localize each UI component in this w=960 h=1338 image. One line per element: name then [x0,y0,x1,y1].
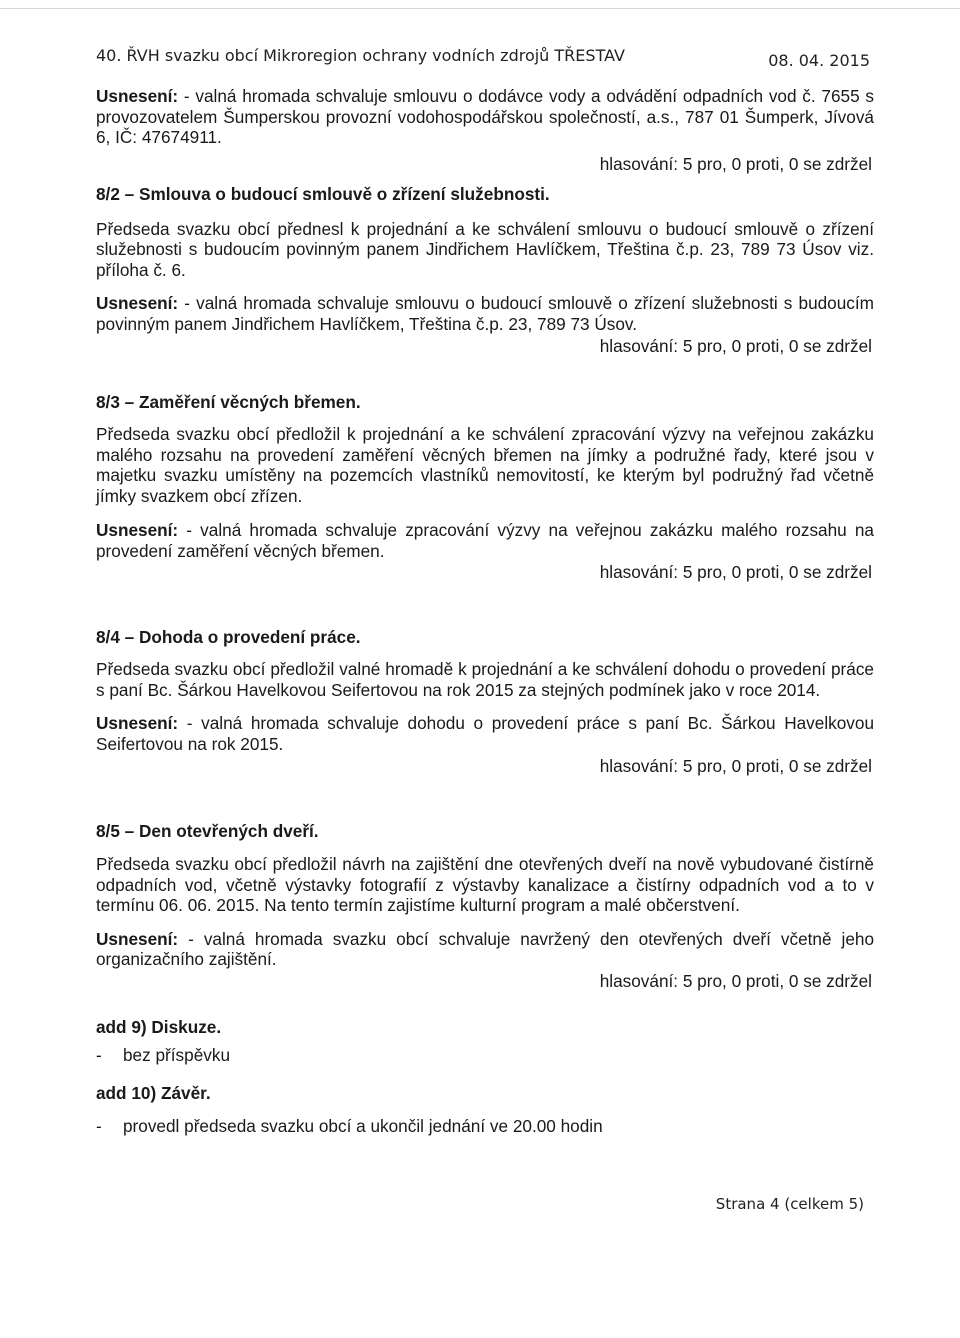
page-header [96,46,876,70]
resolution-label: Usnesení: [96,293,179,313]
list-dash: - [96,1044,102,1065]
section-paragraph: Předseda svazku obcí předložil k projednání a ke schválení zpracování výzvy na veřejnou zakázku malého rozsahu na provedení zaměření věcných břemen na jímky a podružné řady, které jsou v majetku svazku umístěny na pozemcích vlastníků nemovitostí, ke kterým byl podružný řad včetně jímky svazkem obcí zřízen. [96,424,874,506]
resolution-text: - valná hromada schvaluje dohodu o provedení práce s paní Bc. Šárkou Havelkovou Seifertovou na rok 2015. [96,713,874,754]
section-paragraph: Předseda svazku obcí předložil valné hromadě k projednání a ke schválení dohodu o provedení práce s paní Bc. Šárkou Havelkovou Seifertovou na rok 2015 za stejných podmínek jako v roce 2014. [96,659,874,700]
section-paragraph: Předseda svazku obcí přednesl k projednání a ke schválení smlouvu o budoucí smlouvě o zřízení služebnosti s budoucím povinným panem Jindřichem Havlíčkem, Třeština č.p. 23, 789 73 Úsov viz. příloha č. 6. [96,218,874,280]
page-number: Strana 4 (celkem 5) [715,1195,864,1213]
vote-result: hlasování: 5 pro, 0 proti, 0 se zdržel [599,756,872,776]
header-date: 08. 04. 2015 [768,51,870,70]
agenda-heading-add-10: add 10) Závěr. [96,1083,211,1103]
section-heading-8-2: 8/2 – Smlouva o budoucí smlouvě o zřízení služebnosti. [96,184,550,204]
document-body [96,86,874,1136]
resolution-paragraph [96,520,874,561]
resolution-text: - valná hromada schvaluje smlouvu o budoucí smlouvě o zřízení služebnosti s budoucím povinným panem Jindřichem Havlíčkem, Třeština č.p. 23, 789 73 Úsov. [96,293,874,334]
resolution-label: Usnesení: [96,520,179,540]
vote-result: hlasování: 5 pro, 0 proti, 0 se zdržel [599,562,872,582]
resolution-text: - valná hromada schvaluje smlouvu o dodávce vody a odvádění odpadních vod č. 7655 s provozovatelem Šumperskou provozní vodohospodářskou společností, a.s., 787 01 Šumperk, Jívová 6, IČ: 47674911. [96,86,874,147]
resolution-paragraph [96,86,874,148]
resolution-label: Usnesení: [96,86,179,106]
list-item [96,1045,874,1066]
list-dash: - [96,1115,102,1136]
agenda-heading-add-9: add 9) Diskuze. [96,1017,222,1037]
resolution-paragraph [96,293,874,334]
header-title: 40. ŘVH svazku obcí Mikroregion ochrany vodních zdrojů TŘESTAV [96,46,625,65]
resolution-label: Usnesení: [96,928,179,949]
section-heading-8-5: 8/5 – Den otevřených dveří. [96,820,319,841]
section-heading-8-4: 8/4 – Dohoda o provedení práce. [96,626,361,647]
resolution-text: - valná hromada schvaluje zpracování výzvy na veřejnou zakázku malého rozsahu na provedení zaměření věcných břemen. [96,520,874,561]
section-heading-8-3: 8/3 – Zaměření věcných břemen. [96,391,361,412]
section-paragraph: Předseda svazku obcí předložil návrh na zajištění dne otevřených dveří na nově vybudované čistírně odpadních vod, včetně výstavky fotografií z výstavby kanalizace a čistírny odpadních vod a to v termínu 06. 06. 2015. Na tento termín zajistíme kulturní program a malé občerstvení. [96,854,874,915]
resolution-paragraph [96,929,874,970]
vote-result: hlasování: 5 pro, 0 proti, 0 se zdržel [599,970,872,991]
scan-edge-line [0,8,960,9]
list-item [96,1116,874,1137]
resolution-label: Usnesení: [96,713,179,733]
resolution-paragraph [96,713,874,754]
vote-result: hlasování: 5 pro, 0 proti, 0 se zdržel [599,153,872,174]
list-item-text: bez příspěvku [123,1044,231,1065]
list-item-text: provedl předseda svazku obcí a ukončil jednání ve 20.00 hodin [123,1115,603,1136]
vote-result: hlasování: 5 pro, 0 proti, 0 se zdržel [599,336,872,356]
resolution-text: - valná hromada svazku obcí schvaluje navržený den otevřených dveří včetně jeho organizačního zajištění. [96,928,874,969]
